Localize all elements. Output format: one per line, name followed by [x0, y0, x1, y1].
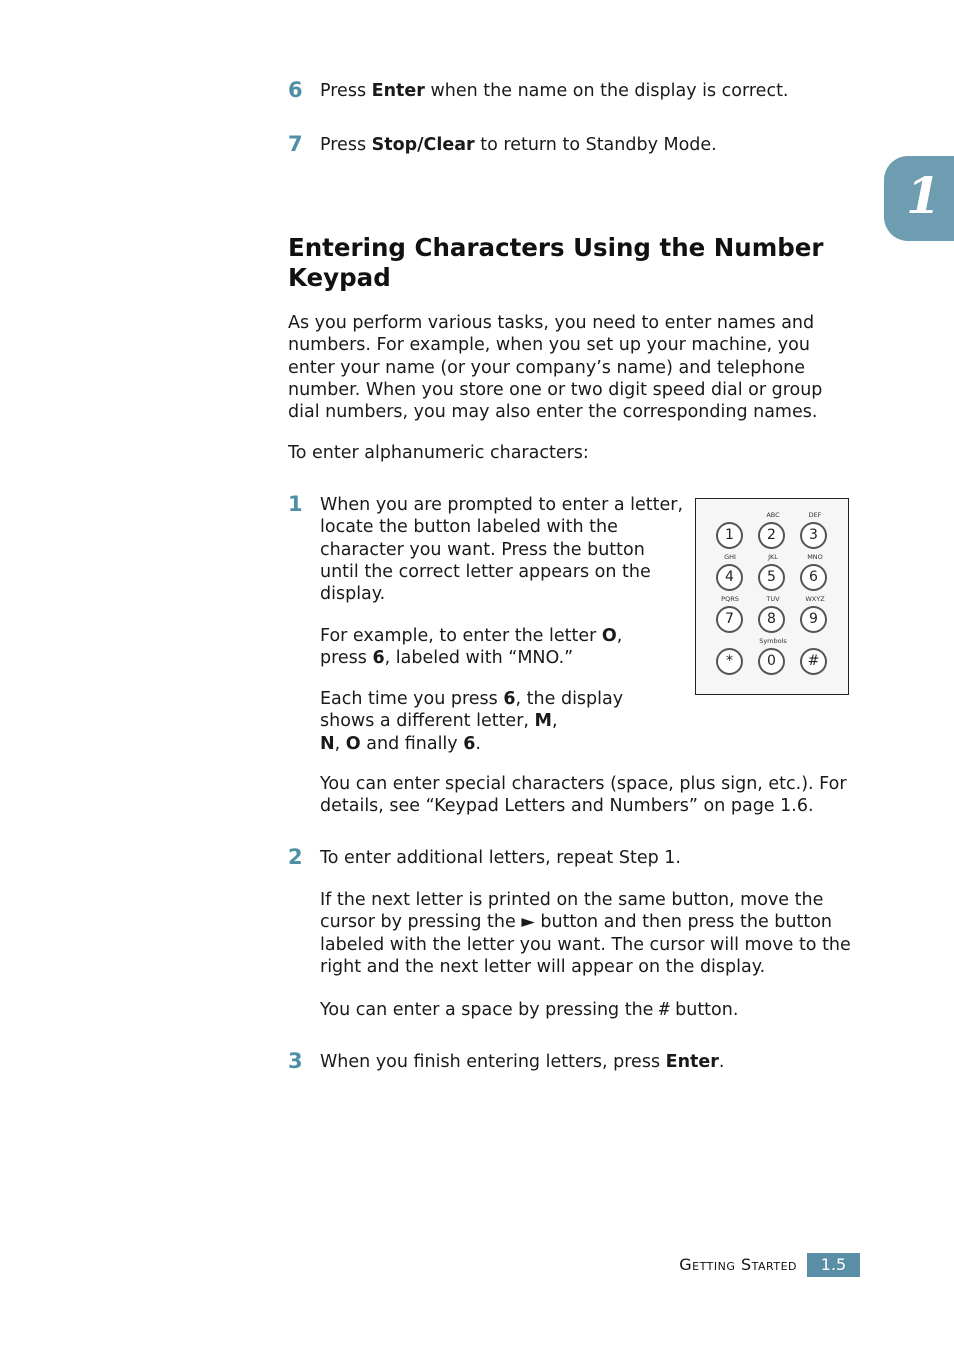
lead-in-text: To enter alphanumeric characters: — [288, 443, 589, 463]
stop-clear-key-name: Stop/Clear — [371, 135, 475, 155]
step-number-6: 6 — [288, 78, 303, 102]
text-run: For example, to enter the letter — [320, 626, 602, 646]
text-run: . — [718, 1052, 725, 1072]
keypad-label-wxyz: WXYZ — [805, 595, 825, 603]
text-bold: 6 — [503, 689, 516, 709]
text-run: when the name on the display is correct. — [424, 81, 789, 101]
text-run: , — [551, 711, 558, 732]
text-run: , labeled with “MNO.” — [384, 648, 574, 669]
keypad-key-3: 3 — [800, 522, 827, 549]
keypad-key-5: 5 — [758, 564, 785, 591]
footer-page-number: 1.5 — [807, 1253, 860, 1277]
keypad-label-abc: ABC — [766, 511, 780, 519]
text-bold: M — [534, 711, 552, 732]
keypad-illustration — [695, 498, 849, 695]
keypad-key-0: 0 — [758, 648, 785, 675]
step-6-text — [320, 80, 855, 102]
text-bold: 6 — [372, 648, 385, 669]
section-heading: Entering Characters Using the Number Keypad — [288, 233, 824, 292]
step-2-paragraph-1: To enter additional letters, repeat Step 1. — [320, 848, 681, 868]
hash-symbol-icon: # — [659, 1000, 670, 1020]
keypad-label-ghi: GHI — [724, 553, 736, 561]
step-3-text — [320, 1051, 855, 1073]
text-run: Each time you press — [320, 689, 504, 709]
step-number-2: 2 — [288, 845, 303, 869]
enter-key-name: Enter — [371, 81, 425, 101]
text-bold: 6 — [463, 733, 476, 754]
keypad-key-4: 4 — [716, 564, 743, 591]
keypad-label-pqrs: PQRS — [721, 595, 739, 603]
keypad-key-8: 8 — [758, 606, 785, 633]
keypad-key-7: 7 — [716, 606, 743, 633]
keypad-key-9: 9 — [800, 606, 827, 633]
text-run: , press — [320, 626, 623, 669]
text-run: . — [475, 733, 481, 754]
keypad-label-def: DEF — [808, 511, 822, 519]
text-run: , the display shows a different letter, — [320, 689, 624, 732]
keypad-label-symbols: Symbols — [759, 637, 787, 645]
text-run: Press — [320, 135, 372, 155]
text-run: to return to Standby Mode. — [474, 135, 717, 155]
text-bold: O — [345, 733, 361, 754]
step-1-paragraph-2 — [320, 625, 650, 670]
text-run: You can enter a space by pressing the — [320, 1000, 660, 1020]
text-bold: O — [601, 626, 617, 646]
keypad-label-jkl: JKL — [768, 553, 778, 561]
text-run: When you finish entering letters, press — [320, 1052, 666, 1072]
keypad-key-6: 6 — [800, 564, 827, 591]
step-number-1: 1 — [288, 492, 303, 516]
enter-key-name: Enter — [665, 1052, 719, 1072]
keypad-key-1: 1 — [716, 522, 743, 549]
footer-section-title: Getting Started — [679, 1255, 797, 1274]
step-number-7: 7 — [288, 132, 303, 156]
keypad-key-hash: # — [800, 648, 827, 675]
step-2-paragraph-3 — [320, 999, 855, 1021]
keypad-key-2: 2 — [758, 522, 785, 549]
step-number-3: 3 — [288, 1049, 303, 1073]
step-1-paragraph-1: When you are prompted to enter a letter, locate the button labeled with the character you want. Press the button until the correct letter appears on the display. — [320, 495, 684, 605]
text-run: Press — [320, 81, 372, 101]
step-1-paragraph-4: You can enter special characters (space, plus sign, etc.). For details, see “Keypad Letters and Numbers” on page 1.6. — [320, 774, 847, 817]
chapter-tab — [884, 156, 954, 241]
chapter-number: 1 — [906, 166, 941, 225]
intro-paragraph: As you perform various tasks, you need to enter names and numbers. For example, when you set up your machine, you enter your name (or your company’s name) and telephone number. When you store one or two digit speed dial or group dial numbers, you may also enter the corresponding names. — [288, 313, 823, 423]
keypad-key-star: * — [716, 648, 743, 675]
step-7-text — [320, 134, 855, 156]
keypad-label-tuv: TUV — [766, 595, 780, 603]
text-bold: N — [320, 733, 335, 754]
text-run: button. — [669, 1000, 739, 1020]
keypad-label-mno: MNO — [807, 553, 823, 561]
step-2-paragraph-2: If the next letter is printed on the same button, move the cursor by pressing the ► button and then press the button labeled with the letter you want. The cursor will move to the right and the next letter will appear on the display. — [320, 890, 851, 977]
text-run: , — [334, 733, 346, 754]
step-1-paragraph-3 — [320, 688, 650, 755]
text-run: and finally — [360, 733, 464, 754]
